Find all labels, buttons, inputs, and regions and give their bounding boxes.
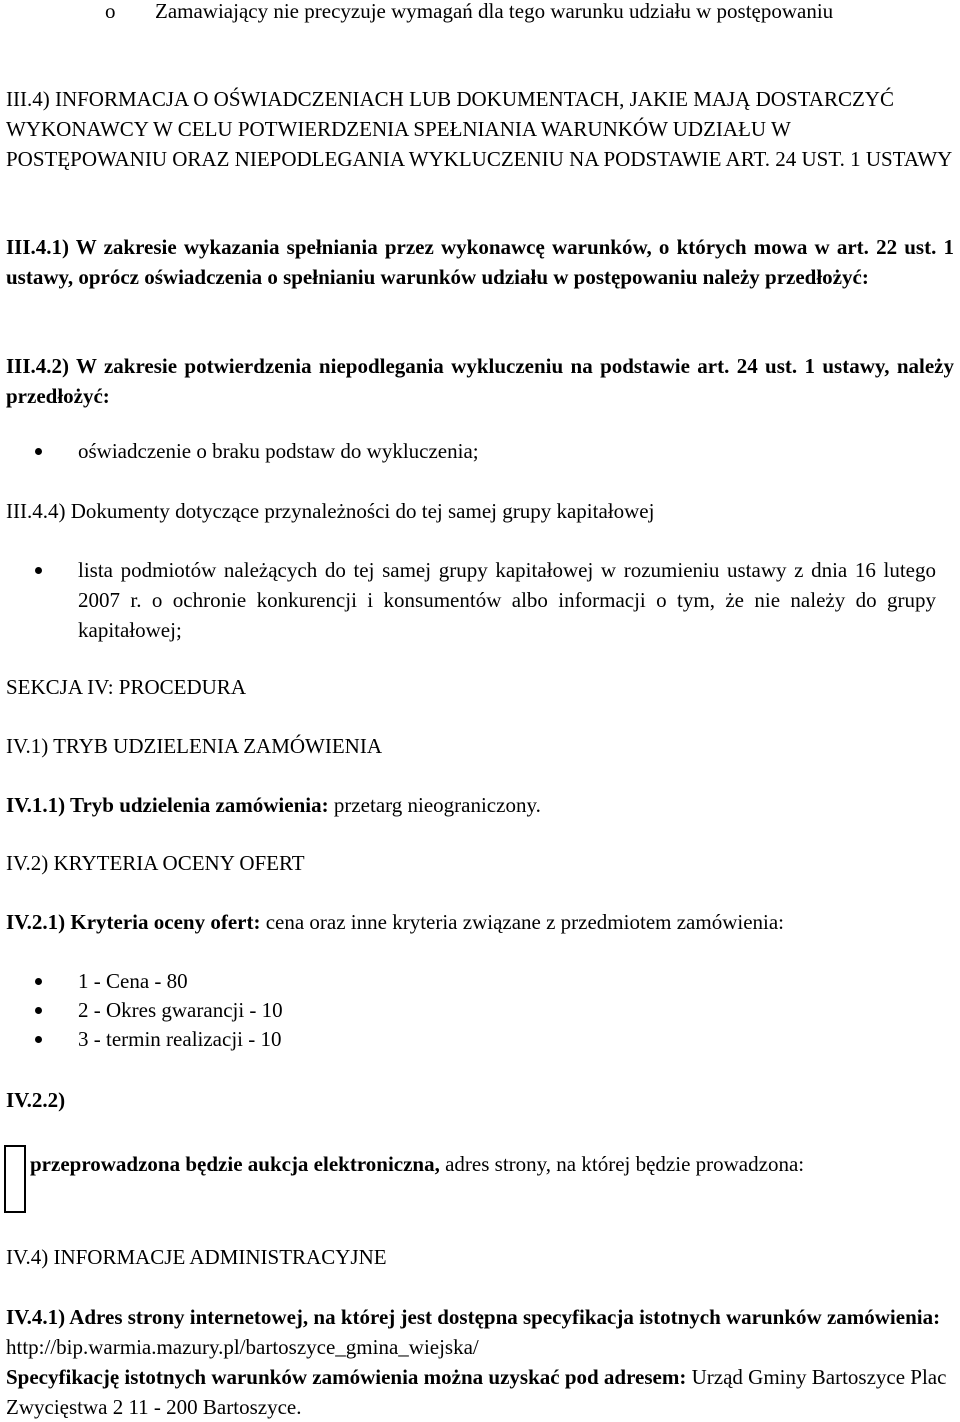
- section-iv22: IV.2.2): [6, 1088, 66, 1112]
- auction-text: przeprowadzona będzie aukcja elektroniczna, adres strony, na której będzie prowadzona:: [30, 1152, 805, 1176]
- section-iv1: IV.1) TRYB UDZIELENIA ZAMÓWIENIA: [6, 734, 383, 758]
- bullet-icon: [35, 567, 42, 574]
- intro-list-item: [105, 0, 930, 26]
- bullet-icon: [35, 1007, 42, 1014]
- bullet-icon: [35, 448, 42, 455]
- auction-checkbox[interactable]: [4, 1145, 26, 1213]
- list-item-text: oświadczenie o braku podstaw do wykluczenia;: [78, 439, 479, 463]
- list-marker: o: [105, 0, 116, 23]
- siwz-url-link[interactable]: http://bip.warmia.mazury.pl/bartoszyce_gmina_wiejska/: [6, 1335, 479, 1359]
- criteria-text: 1 - Cena - 80: [78, 969, 188, 993]
- section-iii42: III.4.2) W zakresie potwierdzenia niepodlegania wykluczeniu na podstawie art. 24 ust. 1 ustawy, należy przedłożyć:: [6, 354, 954, 408]
- section-iv21: IV.2.1) Kryteria oceny ofert: cena oraz inne kryteria związane z przedmiotem zamówienia:: [6, 910, 785, 934]
- section-iv-title: SEKCJA IV: PROCEDURA: [6, 675, 246, 699]
- section-iii4-heading: III.4) INFORMACJA O OŚWIADCZENIACH LUB DOKUMENTACH, JAKIE MAJĄ DOSTARCZYĆ WYKONAWCY W CELU POTWIERDZENIA SPEŁNIANIA WARUNKÓW UDZIAŁU W POSTĘPOWANIU ORAZ NIEPODLEGANIA WYKLUCZENIU NA PODSTAWIE ART. 24 UST. 1 USTAWY: [6, 87, 953, 171]
- section-iv2: IV.2) KRYTERIA OCENY OFERT: [6, 851, 305, 875]
- section-iii41: III.4.1) W zakresie wykazania spełniania przez wykonawcę warunków, o których mowa w art. 22 ust. 1 ustawy, oprócz oświadczenia o spełnianiu warunków udziału w postępowaniu należy przedłożyć:: [6, 235, 954, 289]
- criteria-item: [78, 966, 936, 996]
- section-iv4: IV.4) INFORMACJE ADMINISTRACYJNE: [6, 1245, 387, 1269]
- section-iii44: III.4.4) Dokumenty dotyczące przynależności do tej samej grupy kapitałowej: [6, 499, 655, 523]
- section-iv41: IV.4.1) Adres strony internetowej, na której jest dostępna specyfikacja istotnych warunków zamówienia: http://bip.warmia.mazury.pl/bartoszyce_gmina_wiejska/ Specyfikację istotnych warunków zamówienia można uzyskać pod adresem: Urząd Gminy Bartoszyce Plac Zwycięstwa 2 11 - 200 Bartoszyce.: [6, 1305, 947, 1419]
- list-item-text: lista podmiotów należących do tej samej grupy kapitałowej w rozumieniu ustawy z dnia 16 lutego 2007 r. o ochronie konkurencji i konsumentów albo informacji o tym, że nie należy do grupy kapitałowej;: [78, 558, 936, 642]
- section-iv11: IV.1.1) Tryb udzielenia zamówienia: przetarg nieograniczony.: [6, 793, 541, 817]
- intro-item-text: Zamawiający nie precyzuje wymagań dla tego warunku udziału w postępowaniu: [155, 0, 834, 23]
- list-item: [78, 555, 936, 645]
- bullet-icon: [35, 978, 42, 985]
- bullet-icon: [35, 1036, 42, 1043]
- list-item: [78, 436, 936, 466]
- criteria-item: [78, 1024, 936, 1054]
- criteria-item: [78, 995, 936, 1025]
- criteria-text: 2 - Okres gwarancji - 10: [78, 998, 283, 1022]
- criteria-text: 3 - termin realizacji - 10: [78, 1027, 282, 1051]
